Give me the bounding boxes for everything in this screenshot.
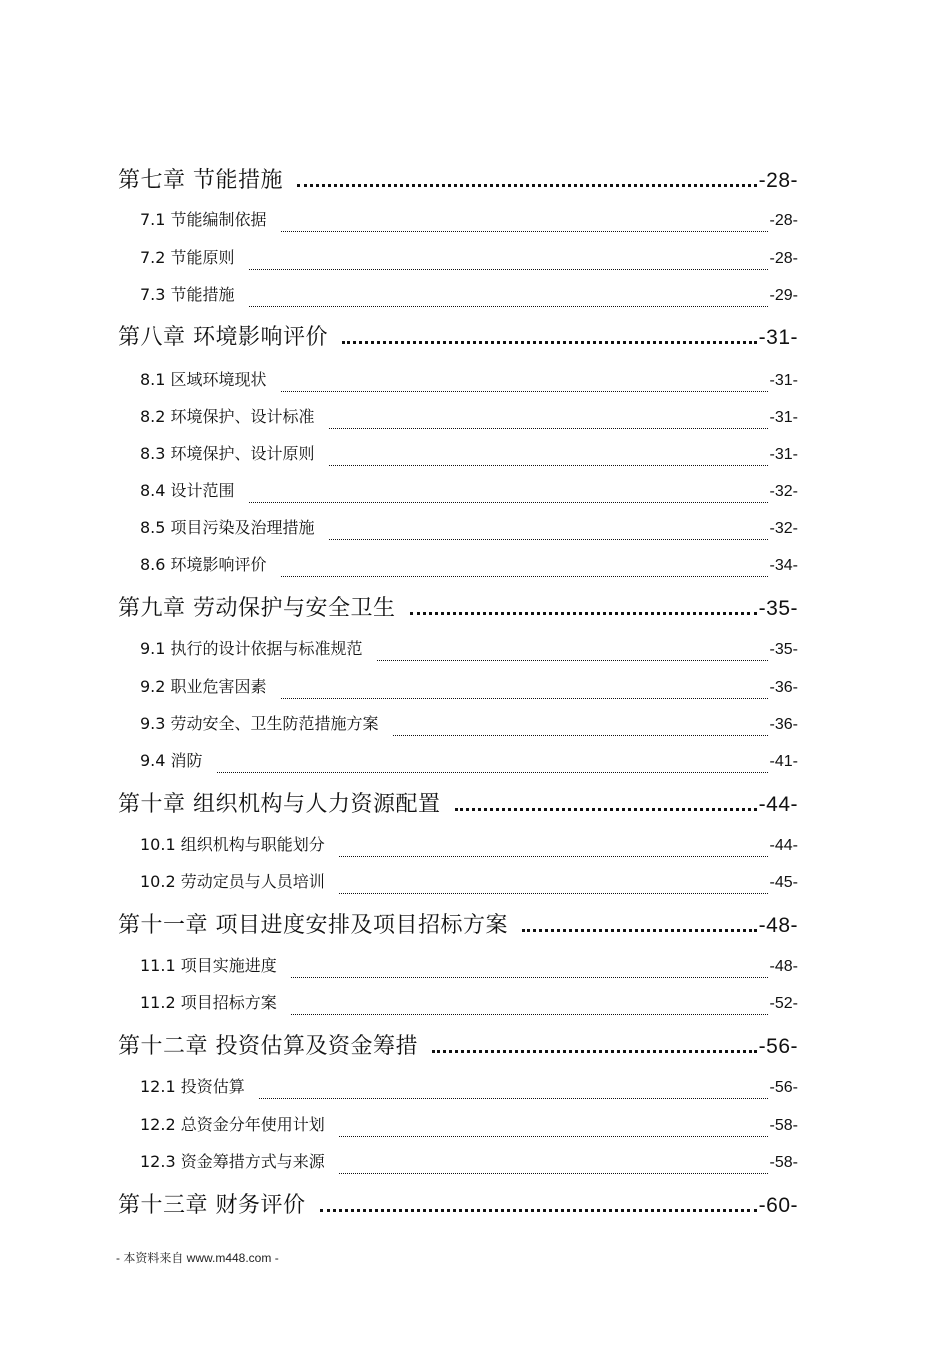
toc-entry-title: 11.1 项目实施进度	[140, 956, 277, 975]
toc-entry-title: 11.2 项目招标方案	[140, 993, 277, 1012]
toc-page-number: -44-	[758, 793, 798, 816]
toc-page-number: -48-	[758, 914, 798, 937]
toc-page-number: -44-	[769, 837, 798, 854]
toc-page-number: -60-	[758, 1194, 798, 1217]
dot-leader	[320, 1188, 757, 1218]
dot-leader	[329, 515, 768, 545]
toc-chapter-12[interactable]	[118, 1029, 798, 1059]
toc-entry-title: 8.3 环境保护、设计原则	[140, 444, 315, 463]
toc-section-8-4[interactable]	[140, 478, 798, 508]
toc-section-11-1[interactable]	[140, 953, 798, 983]
toc-entry-title: 8.4 设计范围	[140, 481, 235, 500]
dot-leader	[249, 245, 768, 275]
toc-section-12-1[interactable]	[140, 1074, 798, 1104]
toc-section-9-1[interactable]	[140, 636, 798, 666]
dot-leader	[259, 1074, 768, 1104]
toc-chapter-8[interactable]	[118, 320, 798, 350]
dot-leader	[410, 591, 757, 621]
toc-section-8-2[interactable]	[140, 404, 798, 434]
toc-entry-title: 10.2 劳动定员与人员培训	[140, 872, 325, 891]
toc-entry-title: 12.2 总资金分年使用计划	[140, 1115, 325, 1134]
toc-entry-title: 第八章 环境影响评价	[118, 325, 328, 350]
dot-leader	[217, 748, 768, 778]
toc-page-number: -36-	[769, 679, 798, 696]
dot-leader	[377, 636, 768, 666]
toc-section-9-4[interactable]	[140, 748, 798, 778]
toc-page-number: -56-	[769, 1079, 798, 1096]
toc-page-number: -32-	[769, 483, 798, 500]
toc-page-number: -28-	[769, 250, 798, 267]
toc-chapter-13[interactable]	[118, 1188, 798, 1218]
toc-entry-title: 7.2 节能原则	[140, 248, 235, 267]
toc-page-number: -45-	[769, 874, 798, 891]
dot-leader	[339, 1112, 768, 1142]
toc-entry-title: 7.1 节能编制依据	[140, 210, 267, 229]
toc-entry-title: 9.3 劳动安全、卫生防范措施方案	[140, 714, 379, 733]
toc-page-number: -41-	[769, 753, 798, 770]
toc-section-10-2[interactable]	[140, 869, 798, 899]
toc-section-8-6[interactable]	[140, 552, 798, 582]
dot-leader	[297, 163, 757, 193]
toc-page-number: -35-	[758, 597, 798, 620]
toc-chapter-11[interactable]	[118, 908, 798, 938]
dot-leader	[339, 1149, 768, 1179]
toc-section-7-2[interactable]	[140, 245, 798, 275]
toc-section-7-3[interactable]	[140, 282, 798, 312]
toc-page-number: -29-	[769, 287, 798, 304]
toc-section-9-3[interactable]	[140, 711, 798, 741]
toc-entry-title: 第十一章 项目进度安排及项目招标方案	[118, 913, 508, 938]
dot-leader	[432, 1029, 757, 1059]
dot-leader	[281, 674, 768, 704]
dot-leader	[339, 832, 768, 862]
toc-entry-title: 9.2 职业危害因素	[140, 677, 267, 696]
toc-section-12-2[interactable]	[140, 1112, 798, 1142]
dot-leader	[281, 367, 768, 397]
toc-entry-title: 第十章 组织机构与人力资源配置	[118, 792, 441, 817]
toc-section-9-2[interactable]	[140, 674, 798, 704]
toc-chapter-9[interactable]	[118, 591, 798, 621]
toc-entry-title: 8.2 环境保护、设计标准	[140, 407, 315, 426]
toc-section-8-1[interactable]	[140, 367, 798, 397]
dot-leader	[249, 478, 768, 508]
toc-page-number: -28-	[769, 212, 798, 229]
toc-page-number: -48-	[769, 958, 798, 975]
toc-section-8-5[interactable]	[140, 515, 798, 545]
dot-leader	[455, 787, 757, 817]
toc-page-number: -31-	[758, 326, 798, 349]
toc-chapter-7[interactable]	[118, 163, 798, 193]
toc-page-number: -58-	[769, 1117, 798, 1134]
dot-leader	[329, 404, 768, 434]
toc-entry-title: 7.3 节能措施	[140, 285, 235, 304]
dot-leader	[281, 207, 768, 237]
toc-chapter-10[interactable]	[118, 787, 798, 817]
dot-leader	[291, 953, 768, 983]
toc-section-11-2[interactable]	[140, 990, 798, 1020]
toc-entry-title: 8.6 环境影响评价	[140, 555, 267, 574]
toc-page-number: -31-	[769, 409, 798, 426]
toc-entry-title: 8.1 区域环境现状	[140, 370, 267, 389]
toc-page-number: -52-	[769, 995, 798, 1012]
toc-page-number: -36-	[769, 716, 798, 733]
toc-page-number: -34-	[769, 557, 798, 574]
toc-page-number: -31-	[769, 372, 798, 389]
dot-leader	[281, 552, 768, 582]
toc-page-number: -58-	[769, 1154, 798, 1171]
toc-page-number: -31-	[769, 446, 798, 463]
toc-page-number: -28-	[758, 169, 798, 192]
toc-page-number: -32-	[769, 520, 798, 537]
page-footer: - 本资料来自 www.m448.com -	[116, 1251, 279, 1265]
toc-entry-title: 8.5 项目污染及治理措施	[140, 518, 315, 537]
toc-entry-title: 第九章 劳动保护与安全卫生	[118, 596, 396, 621]
toc-entry-title: 12.3 资金筹措方式与来源	[140, 1152, 325, 1171]
dot-leader	[342, 320, 757, 350]
toc-entry-title: 第七章 节能措施	[118, 168, 283, 193]
toc-entry-title: 第十三章 财务评价	[118, 1193, 306, 1218]
toc-entry-title: 第十二章 投资估算及资金筹措	[118, 1034, 418, 1059]
toc-section-10-1[interactable]	[140, 832, 798, 862]
toc-entry-title: 10.1 组织机构与职能划分	[140, 835, 325, 854]
dot-leader	[249, 282, 768, 312]
toc-page-number: -35-	[769, 641, 798, 658]
dot-leader	[522, 908, 757, 938]
toc-entry-title: 9.4 消防	[140, 751, 203, 770]
dot-leader	[339, 869, 768, 899]
dot-leader	[393, 711, 768, 741]
toc-page-number: -56-	[758, 1035, 798, 1058]
dot-leader	[291, 990, 768, 1020]
dot-leader	[329, 441, 768, 471]
toc-entry-title: 9.1 执行的设计依据与标准规范	[140, 639, 363, 658]
toc-section-12-3[interactable]	[140, 1149, 798, 1179]
toc-section-8-3[interactable]	[140, 441, 798, 471]
toc-entry-title: 12.1 投资估算	[140, 1077, 245, 1096]
toc-section-7-1[interactable]	[140, 207, 798, 237]
